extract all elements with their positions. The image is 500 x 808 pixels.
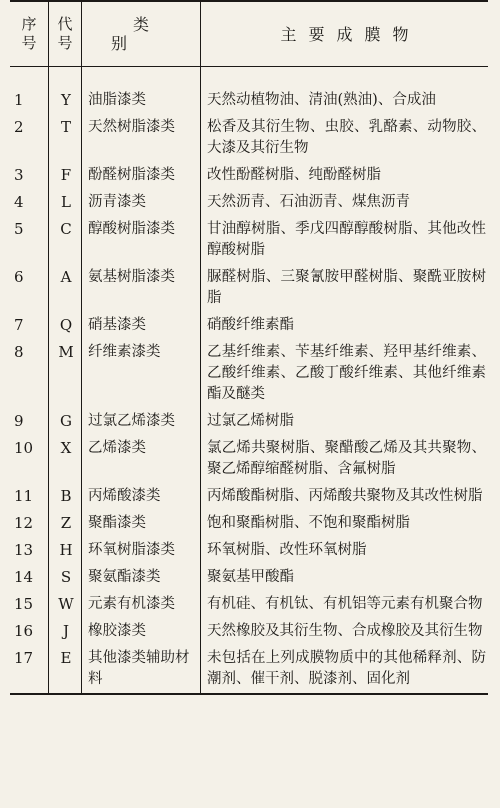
row-category: 乙烯漆类 — [82, 435, 201, 483]
row-seq: 11 — [14, 487, 34, 505]
row-seq: 16 — [14, 622, 34, 640]
row-category: 环氧树脂漆类 — [82, 537, 201, 564]
row-code: S — [49, 564, 82, 591]
table-row — [10, 408, 488, 435]
header-row — [10, 1, 488, 67]
row-code: Y — [49, 67, 82, 115]
row-seq: 8 — [14, 343, 24, 361]
row-seq: 6 — [14, 268, 24, 286]
row-category: 氨基树脂漆类 — [82, 264, 201, 312]
table-row — [10, 435, 488, 483]
row-seq: 13 — [14, 541, 34, 559]
row-main-film-former: 未包括在上列成膜物质中的其他稀释剂、防潮剂、催干剂、脱漆剂、固化剂 — [201, 645, 489, 694]
table-row — [10, 312, 488, 339]
row-code: L — [49, 189, 82, 216]
row-main-film-former: 有机硅、有机钛、有机铝等元素有机聚合物 — [201, 591, 489, 618]
row-main-film-former: 过氯乙烯树脂 — [201, 408, 489, 435]
row-main-film-former: 聚氨基甲酸酯 — [201, 564, 489, 591]
row-code: W — [49, 591, 82, 618]
row-seq: 1 — [14, 91, 24, 109]
row-main-film-former: 改性酚醛树脂、纯酚醛树脂 — [201, 162, 489, 189]
row-code: C — [49, 216, 82, 264]
row-category: 天然树脂漆类 — [82, 114, 201, 162]
row-main-film-former: 饱和聚酯树脂、不饱和聚酯树脂 — [201, 510, 489, 537]
table-row — [10, 618, 488, 645]
table-row — [10, 162, 488, 189]
table-row — [10, 564, 488, 591]
table-row — [10, 189, 488, 216]
header-code-line-2: 号 — [57, 34, 73, 52]
row-main-film-former: 氯乙烯共聚树脂、聚醋酸乙烯及其共聚物、聚乙烯醇缩醛树脂、含氟树脂 — [201, 435, 489, 483]
table-row — [10, 510, 488, 537]
row-main-film-former: 丙烯酸酯树脂、丙烯酸共聚物及其改性树脂 — [201, 483, 489, 510]
row-seq: 5 — [14, 220, 24, 238]
row-main-film-former: 松香及其衍生物、虫胶、乳酪素、动物胶、大漆及其衍生物 — [201, 114, 489, 162]
row-code: Q — [49, 312, 82, 339]
row-main-film-former: 脲醛树脂、三聚氰胺甲醛树脂、聚酰亚胺树脂 — [201, 264, 489, 312]
table-body — [10, 67, 488, 695]
table-row — [10, 645, 488, 694]
table-row — [10, 216, 488, 264]
table-row — [10, 483, 488, 510]
row-category: 丙烯酸漆类 — [82, 483, 201, 510]
row-category: 硝基漆类 — [82, 312, 201, 339]
table-row — [10, 264, 488, 312]
header-main-film-former: 主要成膜物 — [201, 1, 489, 67]
row-category: 醇酸树脂漆类 — [82, 216, 201, 264]
header-code-line-1: 代 — [57, 15, 73, 33]
header-code — [49, 1, 82, 67]
row-category: 酚醛树脂漆类 — [82, 162, 201, 189]
row-code: Z — [49, 510, 82, 537]
row-seq: 17 — [10, 645, 49, 694]
row-category: 聚氨酯漆类 — [82, 564, 201, 591]
header-seq — [10, 1, 49, 67]
row-code: X — [49, 435, 82, 483]
row-code: A — [49, 264, 82, 312]
row-code: H — [49, 537, 82, 564]
row-category: 沥青漆类 — [82, 189, 201, 216]
row-seq: 2 — [14, 118, 24, 136]
row-category: 橡胶漆类 — [82, 618, 201, 645]
row-seq: 3 — [14, 166, 24, 184]
row-main-film-former: 硝酸纤维素酯 — [201, 312, 489, 339]
row-main-film-former: 天然沥青、石油沥青、煤焦沥青 — [201, 189, 489, 216]
row-seq: 9 — [14, 412, 24, 430]
row-seq: 12 — [14, 514, 34, 532]
row-category: 过氯乙烯漆类 — [82, 408, 201, 435]
row-seq: 15 — [14, 595, 34, 613]
row-code: E — [49, 645, 82, 694]
header-category: 类别 — [82, 1, 201, 67]
header-seq-line-1: 序 — [21, 15, 37, 33]
row-code: M — [49, 339, 82, 408]
row-category: 油脂漆类 — [82, 67, 201, 115]
row-main-film-former: 乙基纤维素、苄基纤维素、羟甲基纤维素、乙酸纤维素、乙酸丁酸纤维素、其他纤维素酯及醚类 — [201, 339, 489, 408]
row-code: G — [49, 408, 82, 435]
row-seq: 7 — [14, 316, 24, 334]
row-main-film-former: 甘油醇树脂、季戊四醇醇酸树脂、其他改性醇酸树脂 — [201, 216, 489, 264]
row-category: 元素有机漆类 — [82, 591, 201, 618]
table-row — [10, 591, 488, 618]
row-category: 纤维素漆类 — [82, 339, 201, 408]
row-main-film-former: 天然橡胶及其衍生物、合成橡胶及其衍生物 — [201, 618, 489, 645]
row-code: J — [49, 618, 82, 645]
table-header — [10, 1, 488, 67]
coating-classification-table — [10, 0, 488, 695]
row-code: B — [49, 483, 82, 510]
row-code: F — [49, 162, 82, 189]
row-main-film-former: 环氧树脂、改性环氧树脂 — [201, 537, 489, 564]
row-seq: 10 — [14, 439, 34, 457]
table-row — [10, 537, 488, 564]
header-seq-line-2: 号 — [21, 34, 37, 52]
row-category: 其他漆类辅助材料 — [82, 645, 201, 694]
table-row — [10, 67, 488, 115]
row-main-film-former: 天然动植物油、清油(熟油)、合成油 — [201, 67, 489, 115]
row-category: 聚酯漆类 — [82, 510, 201, 537]
table-row — [10, 339, 488, 408]
table-row — [10, 114, 488, 162]
row-seq: 4 — [14, 193, 24, 211]
row-seq: 14 — [14, 568, 34, 586]
row-code: T — [49, 114, 82, 162]
